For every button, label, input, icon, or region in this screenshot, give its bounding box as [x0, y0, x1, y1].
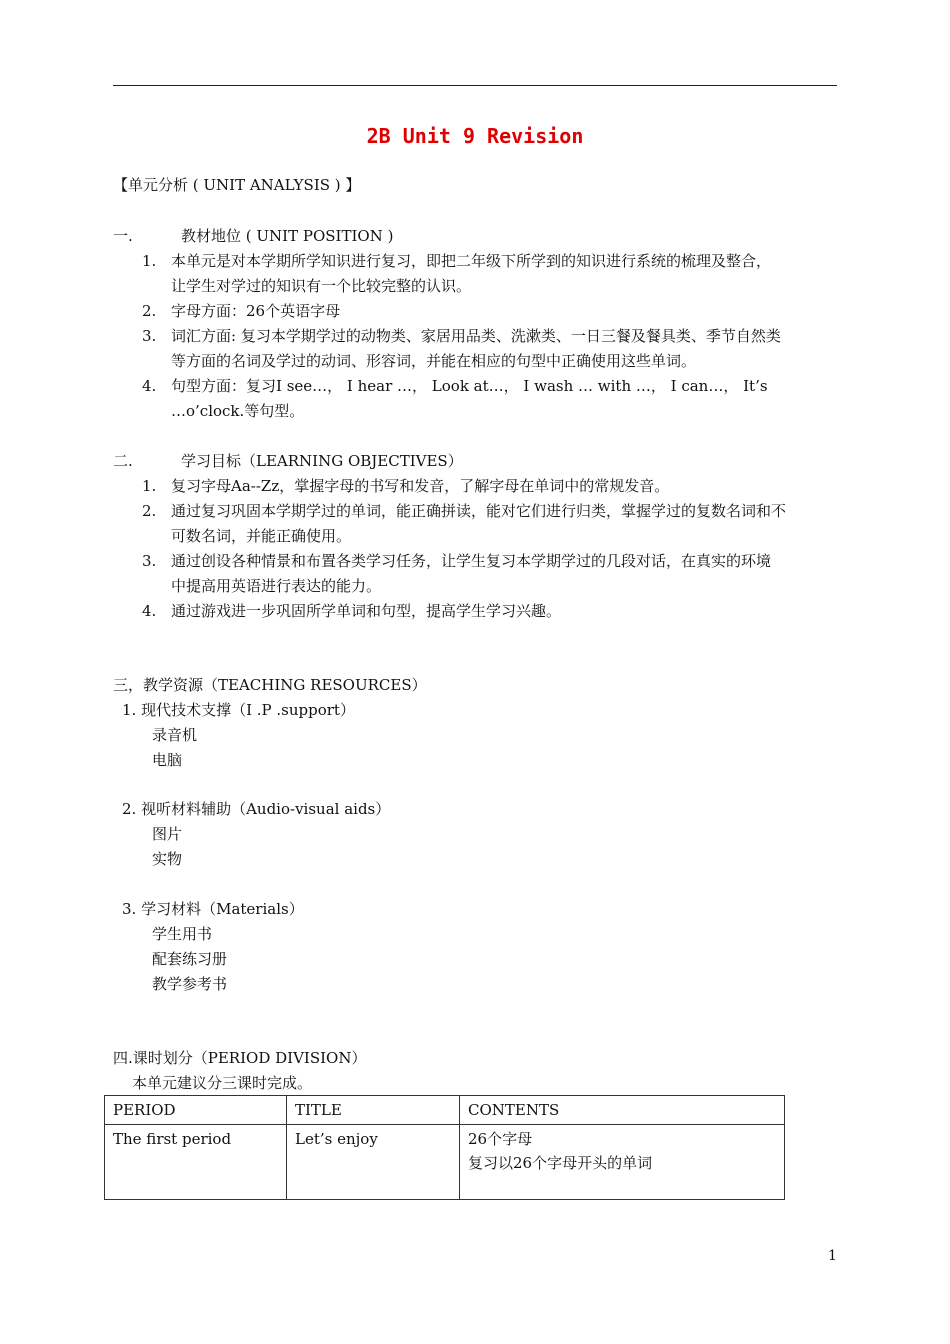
analysis-header: 【单元分析 ( UNIT ANALYSIS ) 】 — [113, 176, 361, 194]
list-item-text: 让学生对学过的知识有一个比较完整的认识。 — [171, 277, 472, 295]
list-item-number: 1. — [142, 252, 157, 270]
list-item-text: 通过复习巩固本学期学过的单词，能正确拼读，能对它们进行归类，掌握学过的复数名词和不 — [171, 502, 787, 520]
section4-heading: 四.课时划分（PERIOD DIVISION） — [113, 1049, 367, 1067]
list-item-number: 4. — [142, 377, 157, 395]
period-table — [104, 1095, 785, 1200]
table-row — [105, 1125, 785, 1200]
list-item-text: 通过创设各种情景和布置各类学习任务，让学生复习本学期学过的几段对话，在真实的环境 — [171, 552, 772, 570]
header-rule — [113, 85, 837, 86]
resource-item: 教学参考书 — [152, 975, 228, 993]
document-title: 2B Unit 9 Revision — [366, 124, 584, 148]
resource-item: 实物 — [152, 850, 183, 868]
list-item-number: 3. — [142, 552, 157, 570]
list-item-text: 等方面的名词及学过的动词、形容词，并能在相应的句型中正确使用这些单词。 — [171, 352, 697, 370]
list-item-text: 词汇方面: 复习本学期学过的动物类、家居用品类、洗漱类、一日三餐及餐具类、季节自然类 — [171, 327, 781, 345]
list-item-text: 可数名词，并能正确使用。 — [171, 527, 352, 545]
list-item-text: 通过游戏进一步巩固所学单词和句型，提高学生学习兴趣。 — [171, 602, 562, 620]
list-item-text: 本单元是对本学期所学知识进行复习，即把二年级下所学到的知识进行系统的梳理及整合， — [171, 252, 772, 270]
resource-item: 学生用书 — [152, 925, 213, 943]
list-item-number: 2. — [142, 502, 157, 520]
section2-number: 二. — [113, 452, 133, 470]
section4-note: 本单元建议分三课时完成。 — [132, 1074, 313, 1092]
list-item-text: …o’clock.等句型。 — [171, 402, 305, 420]
column-header-contents: CONTENTS — [460, 1096, 785, 1125]
resource-item: 图片 — [152, 825, 183, 843]
contents-line: 26个字母 — [468, 1130, 533, 1148]
contents-line: 复习以26个字母开头的单词 — [468, 1154, 653, 1172]
cell-period: The first period — [105, 1125, 287, 1200]
cell-title: Let’s enjoy — [287, 1125, 460, 1200]
column-header-title: TITLE — [287, 1096, 460, 1125]
cell-contents — [460, 1125, 785, 1200]
list-item-number: 2. — [142, 302, 157, 320]
page-number: 1 — [828, 1248, 837, 1264]
resource-item: 配套练习册 — [152, 950, 228, 968]
table-header-row — [105, 1096, 785, 1125]
list-item-text: 复习字母Aa--Zz，掌握字母的书写和发音，了解字母在单词中的常规发音。 — [171, 477, 670, 495]
list-item-text: 中提高用英语进行表达的能力。 — [171, 577, 382, 595]
list-item-number: 3. — [142, 327, 157, 345]
column-header-period: PERIOD — [105, 1096, 287, 1125]
list-item-number: 1. — [142, 477, 157, 495]
resource-group-label: 3. 学习材料（Materials） — [122, 900, 304, 918]
list-item-number: 4. — [142, 602, 157, 620]
resource-item: 录音机 — [152, 726, 198, 744]
list-item-text: 字母方面：26个英语字母 — [171, 302, 341, 320]
section1-number: 一. — [113, 227, 133, 245]
section1-heading: 教材地位 ( UNIT POSITION ) — [181, 227, 394, 245]
section2-heading: 学习目标（LEARNING OBJECTIVES） — [181, 452, 463, 470]
resource-group-label: 2. 视听材料辅助（Audio-visual aids） — [122, 800, 391, 818]
resource-item: 电脑 — [152, 751, 183, 769]
resource-group-label: 1. 现代技术支撑（I .P .support） — [122, 701, 355, 719]
section3-heading: 三，教学资源（TEACHING RESOURCES） — [113, 676, 427, 694]
list-item-text: 句型方面：复习I see…， I hear …， Look at…， I wash … with …， I can…， It’s — [171, 377, 768, 395]
